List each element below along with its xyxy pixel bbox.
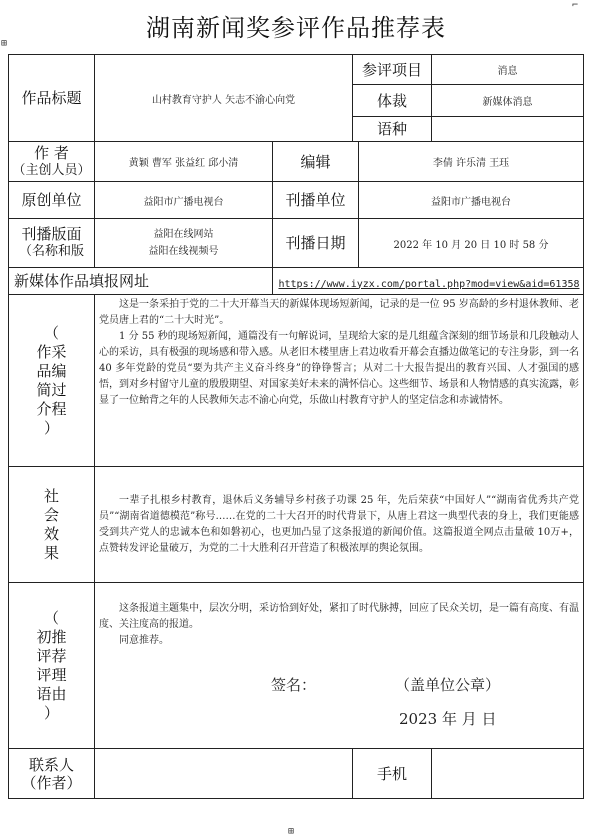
original-unit-label: 原创单位 (9, 182, 95, 219)
review-paragraph: 这条报道主题集中，层次分明，采访恰到好处，紧扣了时代脉搏，回应了民众关切，是一篇有高度、有温度、关注度高的报道。 (99, 603, 580, 630)
contact-label-cell (9, 749, 95, 799)
contact-value[interactable] (95, 749, 353, 799)
language-label: 语种 (353, 117, 432, 142)
author-label: 作 者 (34, 143, 69, 162)
work-title-value[interactable]: 山村教育守护人 矢志不渝心向党 (95, 55, 353, 142)
genre-label: 体裁 (353, 85, 432, 117)
genre-value[interactable]: 新媒体消息 (432, 85, 584, 117)
language-value[interactable] (432, 117, 584, 142)
category-label: 参评项目 (353, 55, 432, 85)
edition-line-1: 益阳在线网站 (153, 229, 214, 240)
seal-label: （盖单位公章） (395, 676, 501, 694)
publish-unit-value[interactable]: 益阳市广播电视台 (359, 182, 584, 219)
contact-sub-label: （作者） (21, 773, 82, 792)
category-value[interactable]: 消息 (432, 55, 584, 85)
table-move-handle-icon[interactable]: ⊞ (1, 38, 8, 49)
phone-value[interactable] (432, 749, 584, 799)
editor-label: 编辑 (273, 142, 359, 182)
work-title-label: 作品标题 (9, 55, 95, 142)
author-label-cell (9, 142, 95, 182)
recommendation-form-table (8, 54, 584, 799)
edition-value-cell[interactable] (95, 219, 273, 268)
page-title: 湖南新闻奖参评作品推荐表 (146, 14, 446, 42)
author-sub-label: （主创人员） (12, 162, 91, 178)
editors-value[interactable]: 李倩 许乐清 王珏 (359, 142, 584, 182)
publish-date-value[interactable]: 2022 年 10 月 20 日 10 时 58 分 (359, 219, 584, 268)
edition-label-cell (9, 219, 95, 268)
url-cell (273, 268, 584, 295)
effect-text[interactable] (95, 467, 584, 583)
process-label: （ 作采 品编 简过 介程 ） (9, 295, 95, 467)
review-date: 2023 年 月 日 (399, 710, 497, 728)
review-label: （ 初推 评荐 评理 语由 ） (9, 583, 95, 749)
contact-label: 联系人 (28, 755, 74, 774)
original-unit-value[interactable]: 益阳市广播电视台 (95, 182, 273, 219)
publish-date-label: 刊播日期 (273, 219, 359, 268)
work-url-link[interactable]: https://www.iyzx.com/portal.php?mod=view&aid=61358 (278, 278, 580, 290)
review-paragraph: 同意推荐。 (119, 635, 169, 646)
review-cell[interactable] (95, 583, 584, 749)
signature-label: 签名： (271, 676, 317, 694)
phone-label: 手机 (353, 749, 432, 799)
corner-marker-icon: ⌐ (572, 0, 579, 11)
edition-sub-label: （名称和版 (18, 244, 84, 259)
process-paragraph: 1 分 55 秒的现场短新闻，通篇没有一句解说词，呈现给大家的是几组蕴含深刻的细节场景和几段触动人心的采访，具有极强的现场感和带入感。从老旧木楼里唐上君边收看开幕会直播边做笔记的专注身影，到一名 40 多年党龄的党员“要为共产主义奋斗终身”的铮铮誓言；从对二十大报告提出的教育兴国、人才强国的感悟，到对乡村留守儿童的殷殷期望、对国家美好未来的满怀信心。这些细节、场景和人物情感的真实流露，彰显了一位鲐背之年的人民教师矢志不渝心向党，乐做山村教育守护人的坚定信念和赤诚情怀。 (99, 331, 580, 406)
process-paragraph: 这是一条采拍于党的二十大开幕当天的新媒体现场短新闻，记录的是一位 95 岁高龄的乡村退休教师、老党员唐上君的“二十大时光”。 (99, 299, 580, 326)
table-resize-handle-icon[interactable]: ⊞ (288, 826, 295, 837)
authors-value[interactable]: 黄颖 曹军 张益红 邱小清 (95, 142, 273, 182)
edition-label: 刊播版面 (21, 225, 82, 243)
process-text[interactable] (95, 295, 584, 467)
publish-unit-label: 刊播单位 (273, 182, 359, 219)
effect-paragraph: 一辈子扎根乡村教育，退休后义务辅导乡村孩子功课 25 年，先后荣获“中国好人”“湖南省优秀共产党员”“湖南省道德模范”称号……在党的二十大召开的时代背景下，从唐上君这一典型代表的身上，我们更能感受到共产党人的忠诚本色和如磐初心，也更加凸显了这条报道的新闻价值。这篇报道全网点击量破 10万+，点赞转发评论量破万，为党的二十大胜利召开营造了积极浓厚的舆论氛围。 (99, 494, 580, 554)
url-label: 新媒体作品填报网址 (9, 268, 273, 295)
edition-line-2: 益阳在线视频号 (148, 246, 219, 257)
effect-label: 社 会 效 果 (9, 467, 95, 583)
